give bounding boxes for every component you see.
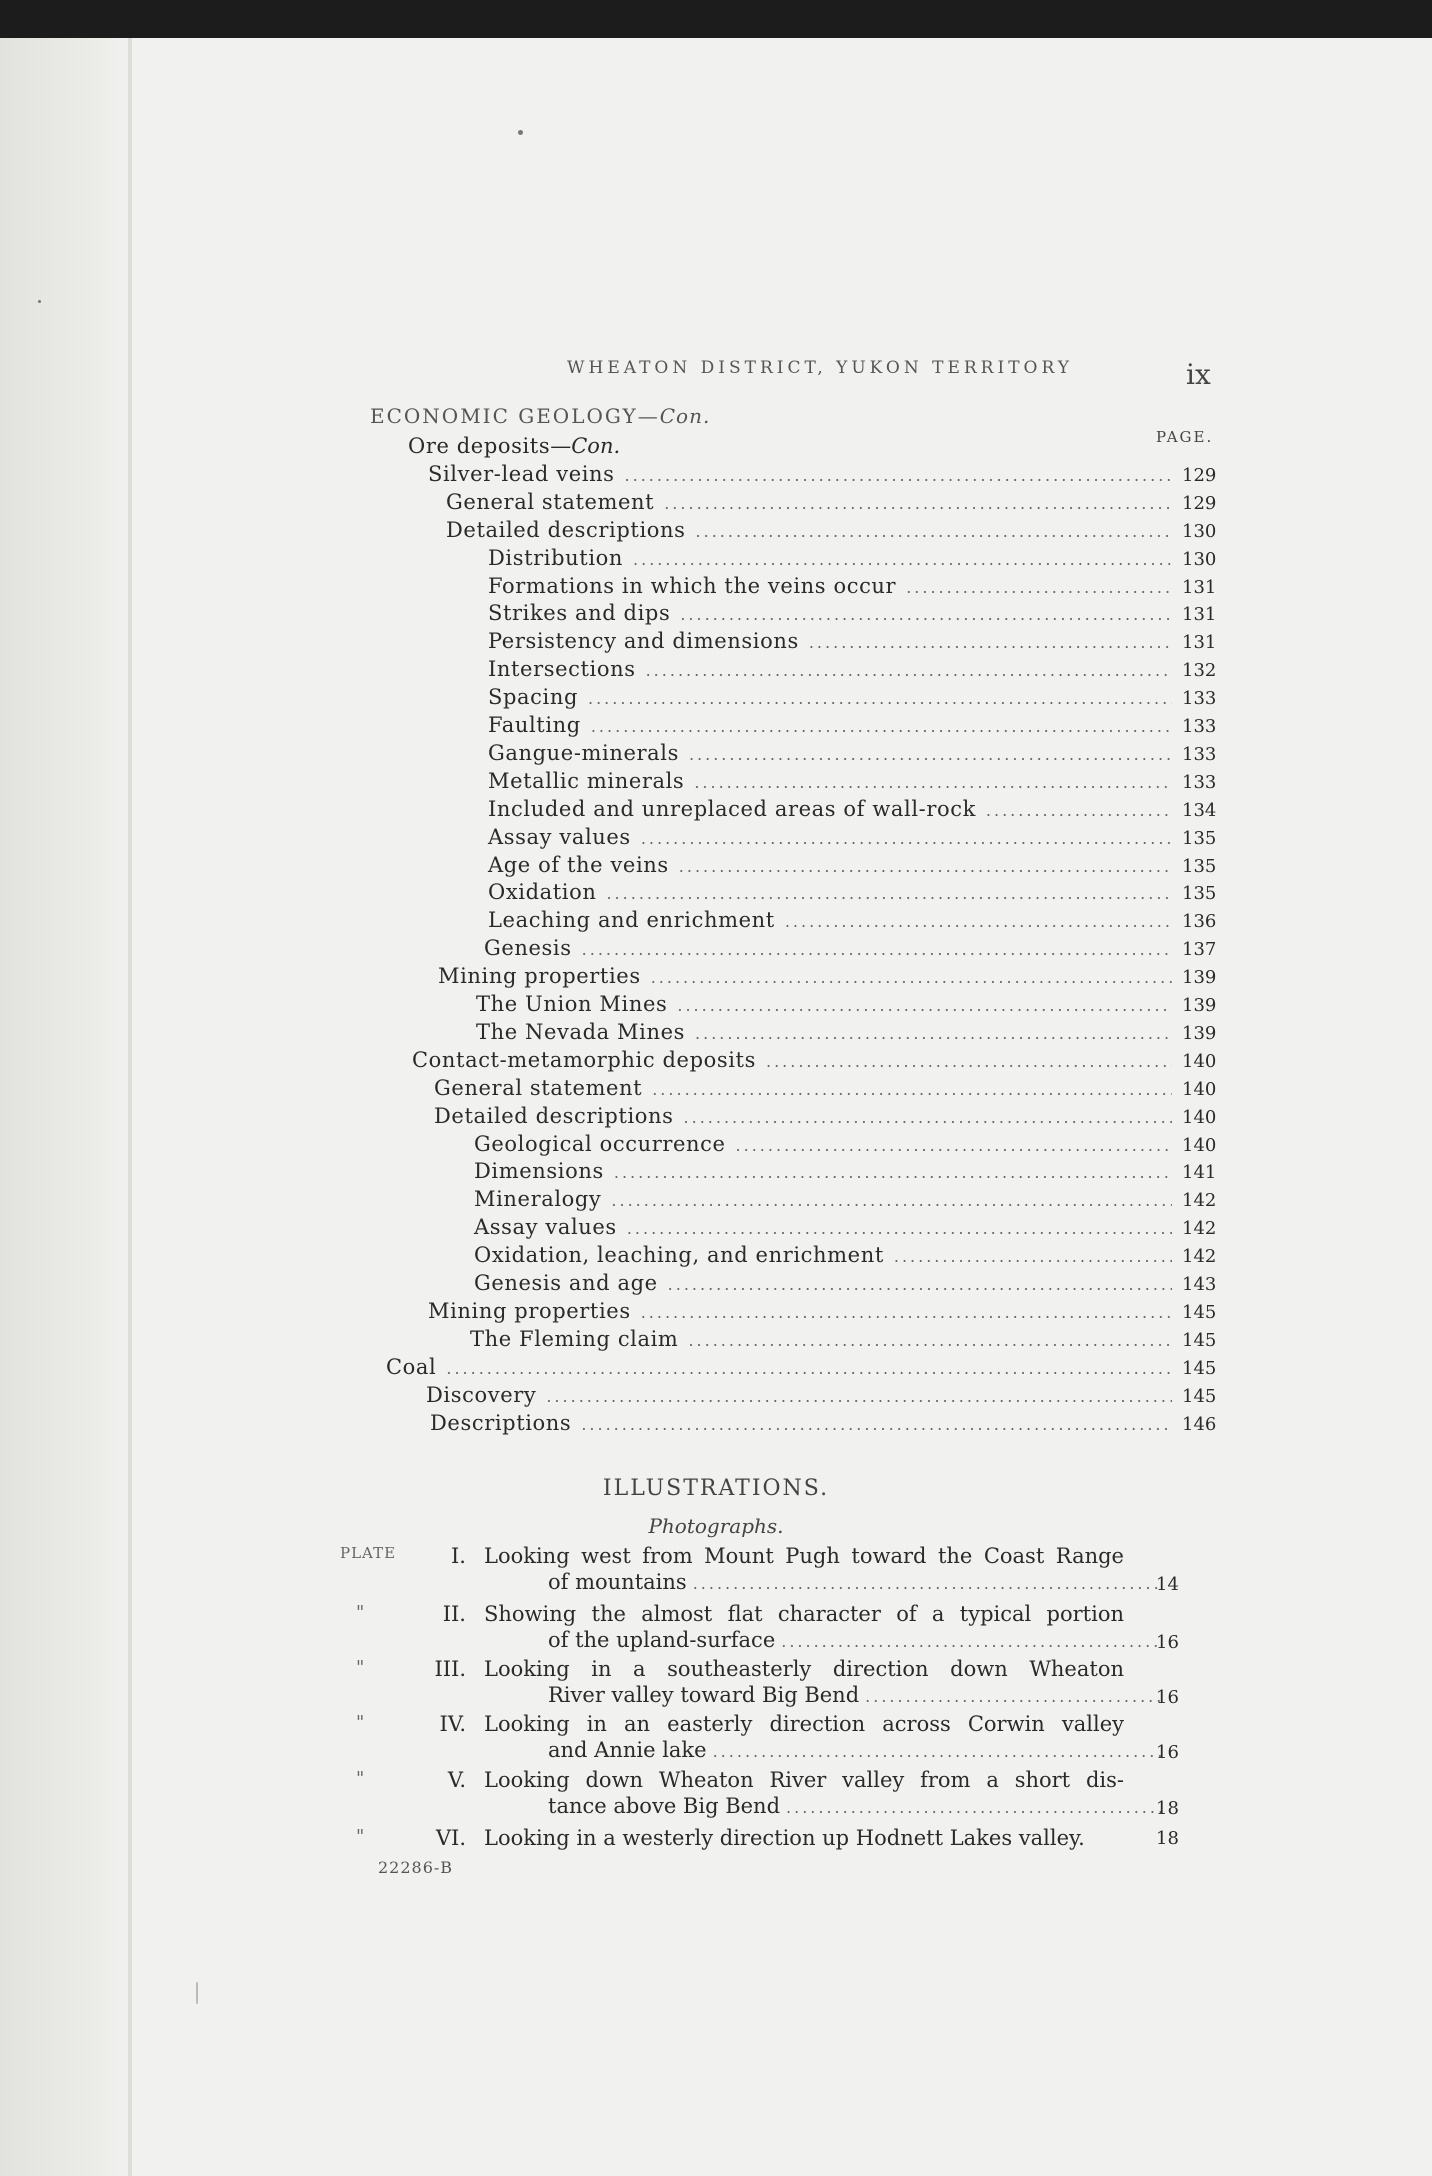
toc-entry-label: Gangue-minerals [488,740,679,765]
toc-entry [0,1383,1232,1409]
plate-caption-line2 [548,1738,1162,1762]
toc-entry-page: 142 [1182,1190,1217,1212]
plate-caption-line1: Looking in a southeasterly direction down Wheaton [484,1657,1124,1681]
toc-entry [0,936,1232,962]
toc-entry-label: Intersections [488,657,636,682]
plate-number: I. [451,1544,466,1568]
toc-entry [0,1159,1232,1185]
leader-dots [986,801,1172,820]
toc-entry [0,1104,1232,1130]
plate-caption-line1: Showing the almost flat character of a typical portion [484,1602,1124,1626]
toc-entry-label: Contact-metamorphic deposits [412,1047,756,1072]
plate-caption-line2-text: and Annie lake [548,1738,707,1762]
toc-entry-page: 131 [1182,632,1217,654]
toc-entry-page: 135 [1182,827,1217,849]
toc-entry-label: Detailed descriptions [434,1103,674,1128]
toc-entry-page: 145 [1182,1385,1217,1407]
leader-dots [809,633,1172,652]
plate-mark: PLATE [340,1544,397,1562]
section-title: ECONOMIC GEOLOGY [370,404,638,428]
toc-entry-label: Assay values [488,824,631,849]
toc-entry-page: 139 [1182,967,1217,989]
toc-entry [0,825,1232,851]
leader-dots [695,1024,1172,1043]
toc-entry [0,1411,1232,1437]
leader-dots [679,857,1172,876]
toc-entry-page: 142 [1182,1246,1217,1268]
plate-caption-line1: Looking west from Mount Pugh toward the Coast Range [484,1544,1124,1568]
toc-entry-label: Genesis [484,936,572,961]
toc-entry [0,490,1232,516]
plate-page: 18 [1156,1798,1179,1819]
toc-entry-label: Spacing [488,685,578,710]
toc-entry-page: 139 [1182,995,1217,1016]
toc-entry [0,601,1232,627]
toc-entry-page: 140 [1182,1078,1217,1100]
toc-entry [0,713,1232,739]
leader-dots [894,1247,1172,1266]
leader-dots [664,494,1172,513]
leader-dots [786,1798,1162,1817]
leader-dots [652,1080,1172,1099]
toc-entry-label: Distribution [488,545,624,570]
toc-entry-page: 136 [1182,911,1217,933]
toc-entry-label: Oxidation [488,880,597,905]
plate-number: V. [447,1768,466,1792]
toc-entry-page: 140 [1182,1134,1217,1156]
printer-signature: 22286-B [378,1858,454,1877]
toc-entry-label: Descriptions [430,1410,572,1435]
toc-entry-label: Ore deposits [408,434,551,458]
toc-entry [0,574,1232,600]
plate-number: VI. [435,1826,466,1850]
plate-mark: " [356,1826,366,1847]
toc-entry [0,1020,1232,1046]
toc-entry-page: 130 [1182,548,1217,570]
leader-dots [713,1742,1162,1761]
toc-entry [0,797,1232,823]
plate-page: 18 [1156,1828,1179,1849]
toc-entry-page: 131 [1182,604,1217,626]
toc-entry-page: 131 [1182,576,1217,598]
leader-dots [677,996,1172,1015]
leader-dots [688,1331,1172,1350]
toc-entry-label: The Nevada Mines [476,1019,686,1044]
toc-entry [0,1243,1232,1269]
plate-mark: " [356,1657,366,1678]
toc-entry-page: 129 [1182,464,1217,486]
plate-page: 16 [1156,1687,1179,1708]
toc-entry-label: Genesis and age [474,1271,658,1295]
leader-dots [446,1359,1172,1378]
toc-entry [0,769,1232,795]
toc-entry [0,1048,1232,1074]
toc-entry [0,1299,1232,1325]
toc-entry-page: 129 [1182,492,1217,514]
plate-page: 14 [1156,1574,1179,1595]
toc-entry-label: Coal [386,1354,437,1379]
leader-dots [906,578,1172,597]
toc-entry-label: Mining properties [428,1298,631,1323]
toc-entry [0,880,1232,906]
leader-dots [633,550,1172,569]
plate-caption-line1: Looking in a westerly direction up Hodnett Lakes valley. [484,1826,1085,1850]
toc-entry [0,908,1232,934]
toc-entry-label: Mineralogy [474,1187,602,1212]
plate-caption-line2 [548,1794,1162,1818]
toc-entry-label: The Union Mines [476,992,668,1016]
plate-number: II. [442,1602,466,1626]
plate-mark: " [356,1768,366,1789]
toc-entry-label: Assay values [474,1215,617,1240]
toc-entry-label: Silver-lead veins [428,461,615,486]
toc-entry-page: 140 [1182,1050,1217,1072]
leader-dots [651,968,1172,987]
toc-entry-label: Persistency and dimensions [488,629,799,654]
plate-caption-line2 [548,1570,1162,1594]
leader-dots [694,773,1172,792]
toc-entry-page: 133 [1182,688,1217,710]
leader-dots [684,1108,1172,1127]
toc-entry-page: 133 [1182,716,1217,737]
plate-mark: " [356,1602,366,1623]
leader-dots [588,689,1172,708]
leader-dots [641,1303,1172,1322]
toc-entry [0,434,1232,460]
page-number: ix [1186,358,1211,391]
toc-entry-label: Geological occurrence [474,1131,726,1156]
toc-entry [0,462,1232,488]
leader-dots [865,1687,1162,1706]
toc-entry [0,685,1232,711]
leader-dots [546,1387,1172,1406]
leader-dots [582,940,1172,959]
toc-entry [0,1187,1232,1213]
section-continued: Con. [659,404,711,428]
plate-caption-line1: Looking in an easterly direction across Corwin valley [484,1712,1124,1736]
toc-entry-page: 145 [1182,1301,1217,1323]
toc-entry [0,1132,1232,1158]
toc-entry-page: 146 [1182,1413,1217,1435]
toc-entry-label: The Fleming claim [470,1326,679,1351]
plate-page: 16 [1156,1632,1179,1653]
plate-caption-line2-text: River valley toward Big Bend [548,1683,860,1707]
toc-entry-label: Discovery [426,1382,537,1407]
toc-entry-continued: Con. [571,434,621,458]
plate-caption-line2-text: of mountains [548,1570,687,1594]
plate-page: 16 [1156,1742,1179,1763]
toc-entry-label: Detailed descriptions [446,517,686,542]
toc-entry-page: 132 [1182,660,1217,682]
leader-dots [766,1052,1172,1071]
toc-entry [0,518,1232,544]
toc-entry-label: Faulting [488,713,581,737]
leader-dots [611,1191,1172,1210]
toc-entry [0,1355,1232,1381]
leader-dots [641,829,1172,848]
section-heading: ECONOMIC GEOLOGY—Con. [370,404,711,428]
toc-entry-page: 142 [1182,1218,1217,1240]
leader-dots [696,522,1172,541]
illustrations-subtitle: Photographs. [648,1514,784,1538]
plate-caption-line2 [548,1628,1162,1652]
toc-entry-label: Oxidation, leaching, and enrichment [474,1243,884,1268]
toc-entry [0,546,1232,572]
toc-entry-page: 145 [1182,1357,1217,1379]
ink-speck [518,130,523,135]
toc-entry [0,1327,1232,1353]
leader-dots [689,745,1172,764]
toc-entry-page: 137 [1182,939,1217,961]
leader-dots [625,466,1172,485]
leader-dots [627,1219,1172,1238]
toc-entry-page: 139 [1182,1022,1217,1044]
leader-dots [591,717,1172,736]
plate-caption-line2-text: of the upland-surface [548,1628,776,1652]
plate-number: III. [434,1657,466,1681]
toc-entry [0,1215,1232,1241]
toc-entry-page: 135 [1182,883,1217,905]
toc-entry-page: 133 [1182,771,1217,793]
toc-entry-page: 133 [1182,743,1217,765]
leader-dots [693,1574,1162,1593]
page-column-label: PAGE. [1156,428,1214,446]
leader-dots [614,1163,1172,1182]
toc-entry-label: General statement [446,489,655,514]
toc-entry-label: Mining properties [438,964,641,989]
plate-caption-line1: Looking down Wheaton River valley from a short dis- [484,1768,1124,1792]
toc-entry-page: 141 [1182,1162,1217,1184]
toc-entry-page: 143 [1182,1274,1217,1295]
plate-caption-line2 [548,1683,1162,1707]
leader-dots [646,661,1172,680]
toc-entry-label: Age of the veins [488,852,669,877]
leader-dots [785,912,1172,931]
toc-entry-page: 145 [1182,1329,1217,1351]
toc-entry-label: Dimensions [474,1159,604,1184]
plate-number: IV. [439,1712,466,1736]
toc-entry [0,992,1232,1018]
leader-dots [736,1136,1172,1155]
toc-entry-label: Metallic minerals [488,768,685,793]
ink-speck [196,1982,198,2004]
leader-dots [781,1632,1162,1651]
illustrations-title: ILLUSTRATIONS. [602,1476,830,1501]
leader-dots [680,605,1172,624]
toc-entry [0,853,1232,879]
toc-entry-label: Formations in which the veins occur [488,573,897,598]
toc-entry [0,1076,1232,1102]
plate-caption-line2-text: tance above Big Bend [548,1794,781,1818]
toc-entry-page: 130 [1182,520,1217,542]
ink-speck [38,300,41,303]
toc-entry-page: 134 [1182,799,1217,821]
toc-entry-label: Strikes and dips [488,601,671,626]
toc-entry-label: Included and unreplaced areas of wall-rock [488,796,976,821]
toc-entry-page: 135 [1182,855,1217,877]
toc-entry [0,657,1232,683]
toc-entry-label: Leaching and enrichment [488,908,775,933]
leader-dots [606,884,1172,903]
toc-entry-page: 140 [1182,1106,1217,1128]
leader-dots [581,1415,1172,1434]
plate-mark: " [356,1712,366,1733]
toc-entry [0,1271,1232,1297]
leader-dots [668,1275,1172,1294]
toc-entry-label: General statement [434,1075,643,1100]
toc-entry [0,741,1232,767]
running-head: WHEATON DISTRICT, YUKON TERRITORY [567,358,1073,378]
toc-entry [0,629,1232,655]
toc-entry [0,964,1232,990]
toc-dash: — [550,434,572,458]
